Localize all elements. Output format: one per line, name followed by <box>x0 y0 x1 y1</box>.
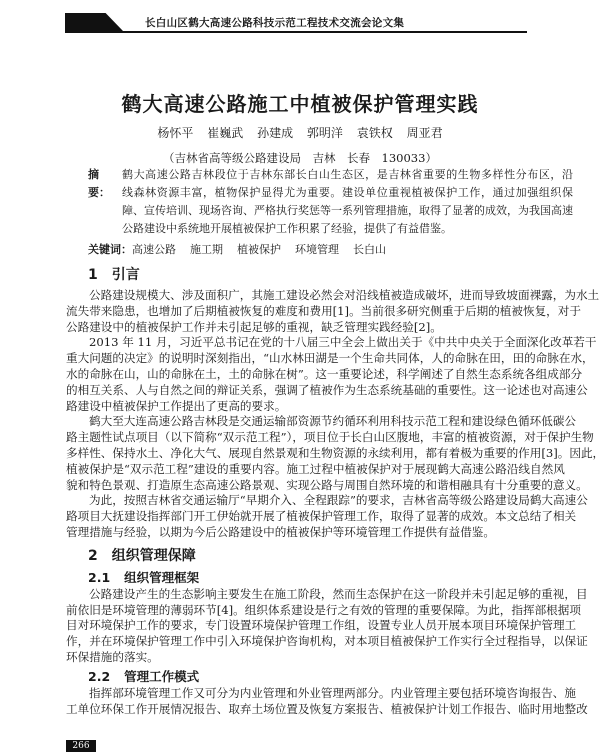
author: 杨怀平 <box>157 126 194 140</box>
text-line: 环保措施的落实。 <box>66 649 159 664</box>
keyword: 植被保护 <box>237 243 281 256</box>
keyword: 长白山 <box>353 243 386 256</box>
abstract-line: 公路建设中系统地开展植被保护工作积累了经验，提供了有益借鉴。 <box>122 222 452 235</box>
text-line: 前依旧是环境管理的薄弱环节[4]。组织体系建设是行之有效的管理的重要保障。为此，指挥部根据项 <box>66 602 581 617</box>
author: 崔巍武 <box>207 126 244 140</box>
subsection-heading: 2.2 管理工作模式 <box>88 668 200 684</box>
text-line: 重大问题的决定》的说明时深刻指出，“山水林田湖是一个生命共同体，人的命脉在田，田的命脉在水， <box>66 351 594 366</box>
author-list <box>0 124 600 141</box>
text-line: 植被保护是“双示范工程”建设的重要内容。施工过程中植被保护对于展现鹤大高速公路沿线自然风 <box>66 461 565 476</box>
section-heading: 1 引言 <box>88 267 140 283</box>
paragraph <box>66 288 600 335</box>
abstract-line: 鹤大高速公路吉林段位于吉林东部长白山生态区，是吉林省重要的生物多样性分布区，沿 <box>122 168 573 181</box>
keyword: 高速公路 <box>132 243 176 256</box>
keywords <box>88 241 400 257</box>
paragraph <box>66 414 604 493</box>
paper-title: 鹤大高速公路施工中植被保护管理实践 <box>121 92 479 116</box>
text-line: 作，并在环境保护管理工作中引入环境保护咨询机构，对本项目植被保护工作实行全过程指导，以保证 <box>66 634 588 649</box>
text-line: 管理措施与经验，以期为今后公路建设中的植被保护等环境管理工作提供有益借鉴。 <box>66 524 495 539</box>
author: 周亚君 <box>406 126 443 140</box>
author: 袁铁权 <box>356 126 393 140</box>
keyword: 施工期 <box>190 243 223 256</box>
paragraph <box>66 335 597 414</box>
abstract-line: 线森林资源丰富，植物保护显得尤为重要。建设单位重视植被保护工作，通过加强组织保 <box>122 186 573 199</box>
text-line: 指挥部环境管理工作又可分为内业管理和外业管理两部分。内业管理主要包括环境咨询报告、施 <box>89 685 576 700</box>
text-line: 目对环境保护工作的要求，专门设置环境保护管理工作组，设置专业人员开展本项目环境保护管理工 <box>66 618 577 633</box>
text-line: 路主题性试点项目（以下简称“双示范工程”），项目位于长白山区腹地，丰富的植被资源，对于保护生物 <box>66 430 594 445</box>
text-line: 公路建设规模大、涉及面积广，其施工建设必然会对沿线植被造成破坏，进而导致坡面裸露，为水土 <box>89 288 600 302</box>
text-line: 水的命脉在山，山的命脉在土，土的命脉在树”。这一重要论述，科学阐述了自然生态系统各组成部分 <box>66 366 583 381</box>
text-line: 路建设中植被保护工作提出了更高的要求。 <box>66 398 287 413</box>
abstract-label: 摘 要： <box>88 168 110 199</box>
author: 郭明洋 <box>306 126 343 140</box>
running-title: 长白山区鹤大高速公路科技示范工程技术交流会论文集 <box>145 17 405 29</box>
keywords-label: 关键词： <box>88 243 132 256</box>
text-line: 公路建设中的植被保护工作并未引起足够的重视，缺乏管理实践经验[2]。 <box>66 319 442 334</box>
running-header <box>65 13 527 33</box>
text-line: 公路建设产生的生态影响主要发生在施工阶段，然而生态保护在这一阶段并未引起足够的重视，目 <box>89 586 588 601</box>
body-text <box>66 266 604 717</box>
keyword: 环境管理 <box>295 243 339 256</box>
header-black-tab <box>65 13 123 31</box>
text-line: 貌和特色景观、打造原生态高速公路景观、实现公路与周围自然环境的和谐相融具有十分重要的意义。 <box>66 477 588 492</box>
text-line: 鹤大至大连高速公路吉林段是交通运输部资源节约循环利用科技示范工程和建设绿色循环低碳公 <box>89 414 576 429</box>
text-line: 路项目大抚建设指挥部门开工伊始就开展了植被保护管理工作，取得了显著的成效。本文总结了相关 <box>66 509 577 524</box>
abstract <box>88 166 573 238</box>
paragraph <box>66 685 588 718</box>
text-line: 流失带来隐患，也增加了后期植被恢复的难度和费用[1]。当前很多研究侧重于后期的植被恢复，对于 <box>66 303 581 318</box>
text-line: 多样性、保持水土、净化大气、展现自然景观和生物资源的永续利用，都有着极为重要的作用[3]。因此， <box>66 445 604 460</box>
text-line: 工单位环保工作开展情况报告、取弃土场位置及恢复方案报告、植被保护计划工作报告、临时用地整改 <box>66 701 588 716</box>
section-heading: 2 组织管理保障 <box>88 547 196 564</box>
page-number: 266 <box>66 740 96 752</box>
subsection-heading: 2.1 组织管理框架 <box>88 569 200 585</box>
text-line: 2013 年 11 月，习近平总书记在党的十八届三中全会上做出关于《中共中央关于全面深化改革若干 <box>89 335 597 350</box>
author: 孙建成 <box>257 126 294 140</box>
affiliation: （吉林省高等级公路建设局 吉林 长春 130033） <box>163 151 437 165</box>
text-line: 的相互关系、人与自然之间的辩证关系，强调了植被作为生态系统基础的重要性。这一论述也对高速公 <box>66 382 588 397</box>
abstract-line: 障、宣传培训、现场咨询、严格执行奖惩等一系列管理措施，取得了显著的成效，为我国高速 <box>122 204 573 217</box>
text-line: 为此，按照吉林省交通运输厅“早期介入、全程跟踪”的要求，吉林省高等级公路建设局鹤大高速公 <box>89 493 588 508</box>
paragraph <box>66 493 588 540</box>
paragraph <box>66 586 588 666</box>
